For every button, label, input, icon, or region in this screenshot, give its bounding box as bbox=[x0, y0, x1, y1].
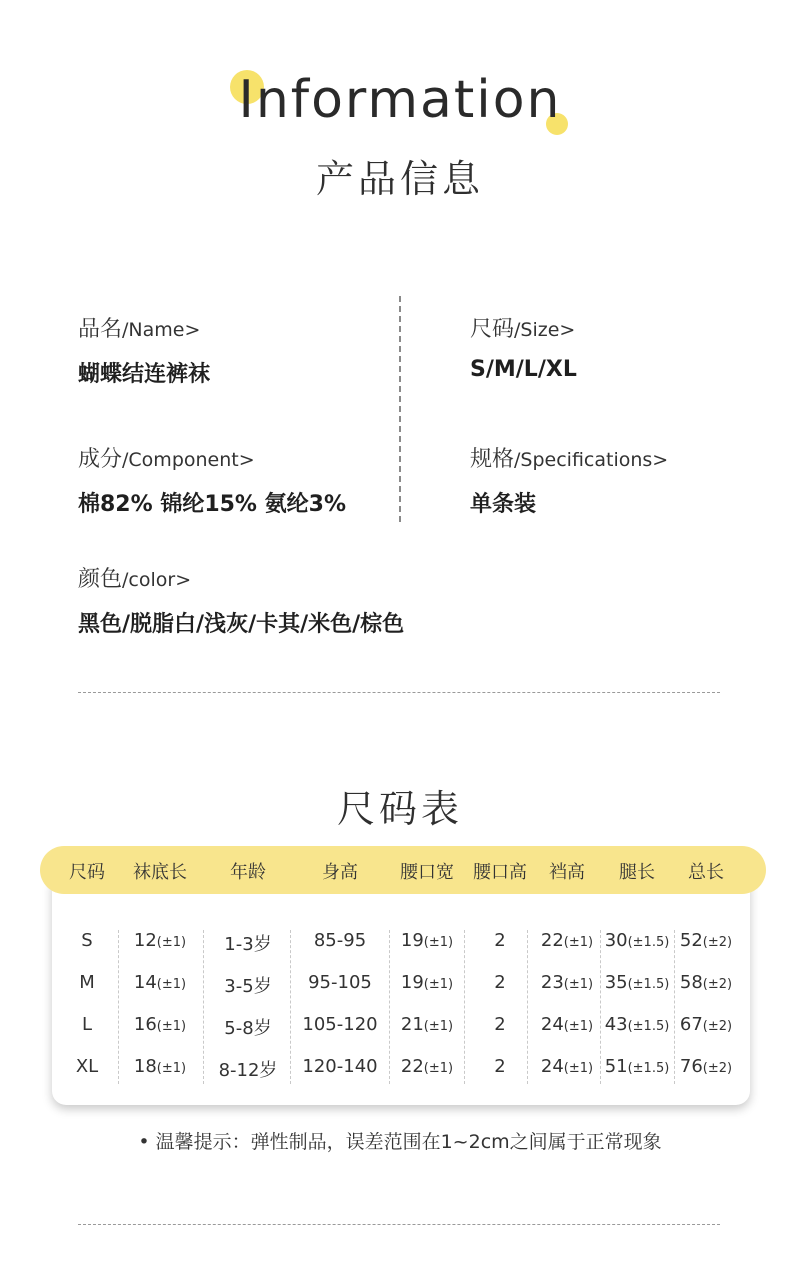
column-separator bbox=[203, 930, 204, 1084]
label-en: /Size> bbox=[514, 319, 576, 341]
cell-tolerance: (±1) bbox=[563, 1019, 594, 1034]
cell-value: 105-120 bbox=[302, 1014, 378, 1035]
table-cell bbox=[120, 1014, 200, 1035]
cell-value: 19 bbox=[400, 930, 424, 951]
label-cn: 品名 bbox=[78, 317, 123, 342]
size-chart-title: 尺码表 bbox=[336, 787, 463, 831]
cell-value: 21 bbox=[400, 1014, 424, 1035]
table-cell bbox=[300, 930, 380, 951]
cell-value: 120-140 bbox=[302, 1056, 378, 1077]
info-color bbox=[78, 562, 404, 638]
table-cell bbox=[120, 930, 200, 951]
table-header-cell: 腰口高 bbox=[473, 862, 527, 883]
info-color-value: 黑色/脱脂白/浅灰/卡其/米色/棕色 bbox=[78, 612, 405, 637]
cell-tolerance: (±1) bbox=[423, 1019, 454, 1034]
info-specs-value: 单条装 bbox=[470, 492, 537, 517]
table-header-cell: 总长 bbox=[688, 862, 724, 883]
label-en: /Specifications> bbox=[514, 449, 669, 471]
table-header-cell: 腿长 bbox=[619, 862, 655, 883]
label-cn: 颜色 bbox=[78, 567, 123, 592]
info-size bbox=[470, 312, 577, 382]
info-component-label bbox=[78, 442, 346, 473]
table-header-cell: 裆高 bbox=[549, 862, 585, 883]
info-size-value: S/M/L/XL bbox=[470, 357, 577, 382]
info-specs-label bbox=[470, 442, 668, 473]
table-cell bbox=[387, 930, 467, 951]
cell-value: 19 bbox=[400, 972, 424, 993]
label-cn: 成分 bbox=[78, 447, 123, 472]
cell-value: 52 bbox=[679, 930, 703, 951]
table-cell bbox=[208, 1056, 288, 1082]
cell-tolerance: (±2) bbox=[702, 1019, 733, 1034]
cell-value: 2 bbox=[494, 1056, 506, 1077]
cell-value: M bbox=[79, 972, 95, 993]
cell-value: 3-5岁 bbox=[224, 976, 272, 997]
cell-tolerance: (±1.5) bbox=[627, 1061, 670, 1076]
cell-tolerance: (±1) bbox=[563, 977, 594, 992]
cell-tolerance: (±1.5) bbox=[627, 935, 670, 950]
cell-tolerance: (±2) bbox=[702, 1061, 733, 1076]
section-divider-bottom bbox=[78, 1224, 720, 1225]
table-cell bbox=[666, 972, 746, 993]
table-header-cell: 身高 bbox=[322, 862, 358, 883]
table-cell bbox=[597, 972, 677, 993]
table-header-cell: 尺码 bbox=[69, 862, 105, 883]
cell-value: S bbox=[81, 930, 93, 951]
cell-tolerance: (±1) bbox=[156, 935, 187, 950]
table-cell bbox=[300, 972, 380, 993]
table-cell bbox=[527, 972, 607, 993]
cell-tolerance: (±1) bbox=[423, 1061, 454, 1076]
cell-value: 2 bbox=[494, 930, 506, 951]
info-color-label bbox=[78, 562, 404, 593]
table-cell bbox=[387, 1056, 467, 1077]
table-cell bbox=[300, 1056, 380, 1077]
cell-value: 51 bbox=[604, 1056, 628, 1077]
label-cn: 规格 bbox=[470, 447, 515, 472]
table-cell bbox=[597, 1056, 677, 1077]
cell-value: 58 bbox=[679, 972, 703, 993]
table-cell bbox=[527, 1056, 607, 1077]
table-cell bbox=[47, 972, 127, 993]
cell-value: 43 bbox=[604, 1014, 628, 1035]
info-name bbox=[78, 312, 210, 388]
label-cn: 尺码 bbox=[470, 317, 515, 342]
cell-value: 24 bbox=[540, 1056, 564, 1077]
cell-value: 18 bbox=[133, 1056, 157, 1077]
table-cell bbox=[47, 930, 127, 951]
title-english: Information bbox=[238, 70, 562, 130]
table-cell bbox=[47, 1014, 127, 1035]
table-header-cell: 年龄 bbox=[230, 862, 266, 883]
cell-tolerance: (±1) bbox=[156, 1061, 187, 1076]
cell-tolerance: (±1) bbox=[563, 935, 594, 950]
cell-tolerance: (±1.5) bbox=[627, 1019, 670, 1034]
cell-value: 22 bbox=[540, 930, 564, 951]
table-cell bbox=[666, 1056, 746, 1077]
info-name-value: 蝴蝶结连裤袜 bbox=[78, 362, 211, 387]
cell-value: 12 bbox=[133, 930, 157, 951]
table-cell bbox=[387, 1014, 467, 1035]
title-chinese: 产品信息 bbox=[315, 157, 484, 201]
table-cell bbox=[208, 930, 288, 956]
table-cell bbox=[208, 972, 288, 998]
column-separator bbox=[290, 930, 291, 1084]
cell-value: 85-95 bbox=[313, 930, 367, 951]
cell-tolerance: (±1) bbox=[156, 977, 187, 992]
info-name-label bbox=[78, 312, 210, 343]
cell-tolerance: (±1.5) bbox=[627, 977, 670, 992]
cell-value: 76 bbox=[679, 1056, 703, 1077]
cell-value: 2 bbox=[494, 1014, 506, 1035]
cell-value: 22 bbox=[400, 1056, 424, 1077]
cell-value: 8-12岁 bbox=[218, 1060, 278, 1081]
table-header-cell: 腰口宽 bbox=[400, 862, 454, 883]
cell-value: 30 bbox=[604, 930, 628, 951]
cell-value: 95-105 bbox=[308, 972, 372, 993]
label-en: /color> bbox=[122, 569, 192, 591]
label-en: /Component> bbox=[122, 449, 255, 471]
cell-tolerance: (±2) bbox=[702, 935, 733, 950]
table-cell bbox=[597, 930, 677, 951]
cell-tolerance: (±2) bbox=[702, 977, 733, 992]
cell-value: 16 bbox=[133, 1014, 157, 1035]
table-cell bbox=[120, 972, 200, 993]
table-cell bbox=[597, 1014, 677, 1035]
table-cell bbox=[387, 972, 467, 993]
cell-tolerance: (±1) bbox=[423, 935, 454, 950]
cell-value: 1-3岁 bbox=[224, 934, 272, 955]
section-divider-top bbox=[78, 692, 720, 693]
cell-value: 67 bbox=[679, 1014, 703, 1035]
table-cell bbox=[300, 1014, 380, 1035]
table-cell bbox=[47, 1056, 127, 1077]
table-cell bbox=[208, 1014, 288, 1040]
vertical-divider bbox=[399, 296, 401, 522]
cell-value: XL bbox=[75, 1056, 99, 1077]
cell-value: L bbox=[81, 1014, 93, 1035]
info-component-value: 棉82% 锦纶15% 氨纶3% bbox=[78, 492, 346, 517]
cell-tolerance: (±1) bbox=[423, 977, 454, 992]
cell-value: 23 bbox=[540, 972, 564, 993]
cell-tolerance: (±1) bbox=[563, 1061, 594, 1076]
table-cell bbox=[527, 1014, 607, 1035]
table-cell bbox=[527, 930, 607, 951]
info-component bbox=[78, 442, 346, 518]
size-note: • 温馨提示：弹性制品，误差范围在1~2cm之间属于正常现象 bbox=[138, 1131, 662, 1153]
cell-value: 5-8岁 bbox=[224, 1018, 272, 1039]
cell-value: 24 bbox=[540, 1014, 564, 1035]
info-specs bbox=[470, 442, 668, 518]
table-cell bbox=[666, 1014, 746, 1035]
info-size-label bbox=[470, 312, 577, 343]
cell-value: 14 bbox=[133, 972, 157, 993]
label-en: /Name> bbox=[122, 319, 201, 341]
cell-value: 2 bbox=[494, 972, 506, 993]
table-cell bbox=[666, 930, 746, 951]
cell-value: 35 bbox=[604, 972, 628, 993]
table-header-cell: 袜底长 bbox=[133, 862, 187, 883]
table-cell bbox=[120, 1056, 200, 1077]
cell-tolerance: (±1) bbox=[156, 1019, 187, 1034]
